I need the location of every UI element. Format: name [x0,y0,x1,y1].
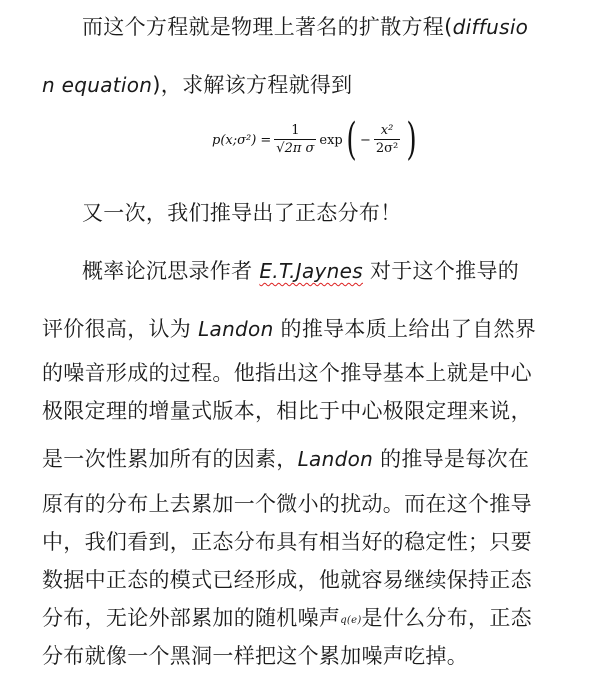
paragraph-line-4 [82,256,594,286]
name-landon: Landon [297,447,374,471]
fraction-denominator: √2π σ [276,141,315,156]
paragraph-line-11 [42,565,594,595]
text-zh: 中，我们看到，正态分布具有相当好的稳定性；只要 [42,530,532,554]
paragraph-line-12 [42,603,594,636]
fraction-denominator: 2σ² [375,141,399,156]
paragraph-line-10 [42,527,594,557]
text-zh: 概率论沉思录作者 [82,259,260,283]
text-zh: 数据中正态的模式已经形成，他就容易继续保持正态 [42,568,532,592]
formula-exp: exp [319,132,343,148]
paragraph-line-9 [42,489,594,519]
text-zh: 而这个方程就是物理上著名的扩散方程( [82,15,453,39]
paragraph-line-13 [42,641,594,671]
text-zh: 又一次，我们推导出了正态分布！ [82,201,402,225]
text-zh: 的推导是每次在 [373,447,530,471]
text-zh: 是什么分布，正态 [361,606,532,630]
text-zh: 分布，无论外部累加的随机噪声 [42,606,341,630]
formula-fraction-1 [274,123,316,157]
paragraph-line-7 [42,396,594,426]
fraction-numerator: x² [380,123,394,138]
paragraph-line-3 [82,198,594,228]
text-zh: 是一次性累加所有的因素， [42,447,298,471]
formula-fraction-2 [374,123,400,157]
text-zh: 对于这个推导的 [362,259,520,283]
text-latin: n equation [42,73,153,97]
text-zh: 的推导本质上给出了自然界 [273,317,537,341]
author-name: E.T.Jaynes [259,259,363,283]
text-zh: 分布就像一个黑洞一样把这个累加噪声吃掉。 [42,644,468,668]
right-paren: ) [406,114,417,165]
text-latin: diffusio [452,15,529,39]
text-zh: 评价很高，认为 [42,317,199,341]
formula-minus: − [359,132,371,148]
name-landon: Landon [198,317,274,341]
paragraph-line-6 [42,358,594,388]
text-zh: )，求解该方程就得到 [152,73,353,97]
formula-lhs: p(x;σ²) = [212,132,272,148]
fraction-numerator: 1 [291,123,300,138]
noise-symbol: q(e) [340,615,362,626]
paragraph-line-5 [42,314,594,344]
left-paren: ( [346,114,357,165]
text-zh: 原有的分布上去累加一个微小的扰动。而在这个推导 [42,492,532,516]
paragraph-line-1 [82,12,594,42]
paragraph-line-8 [42,444,594,474]
text-zh: 的噪音形成的过程。他指出这个推导基本上就是中心 [42,361,532,385]
text-zh: 极限定理的增量式版本，相比于中心极限定理来说， [42,399,532,423]
gaussian-formula [212,112,420,168]
paragraph-line-2 [42,70,594,100]
